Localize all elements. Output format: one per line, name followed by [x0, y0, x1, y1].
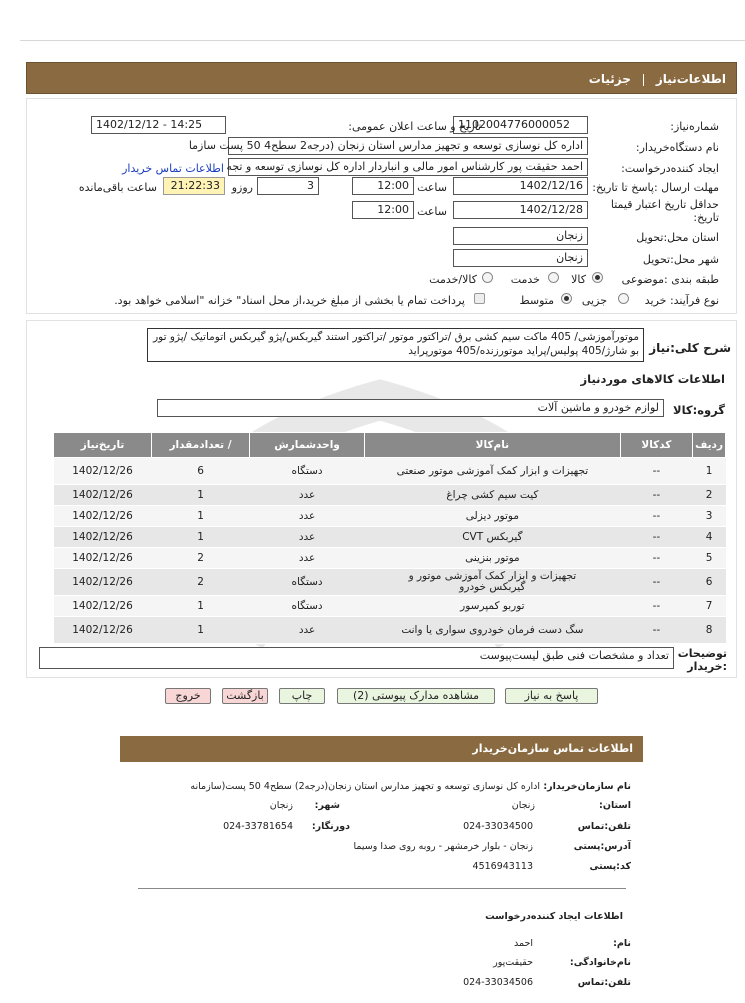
- cell-name: توربو کمپرسور: [365, 596, 621, 617]
- cell-date: 1402/12/26: [54, 458, 152, 485]
- cell-qty: 6: [152, 458, 250, 485]
- radio-partial-label: جزیی: [581, 294, 607, 307]
- cell-row: 6: [693, 569, 726, 596]
- cell-date: 1402/12/26: [54, 485, 152, 506]
- creator-name-value: احمد: [514, 938, 533, 949]
- address-label: آدرس:پستی: [573, 841, 631, 852]
- city-contact-value: زنجان: [269, 800, 293, 811]
- cell-name: گیربکس CVT: [365, 527, 621, 548]
- cell-code: --: [620, 548, 692, 569]
- print-button[interactable]: چاپ: [279, 688, 325, 704]
- tab-info[interactable]: اطلاعات‌نیاز: [655, 72, 726, 86]
- cell-qty: 1: [152, 617, 250, 644]
- deadline-time-field: 12:00: [352, 177, 414, 195]
- cell-unit: عدد: [250, 548, 365, 569]
- table-row: [54, 548, 726, 569]
- cell-date: 1402/12/26: [54, 617, 152, 644]
- radio-partial[interactable]: [618, 293, 629, 304]
- cell-row: 5: [693, 548, 726, 569]
- cell-qty: 1: [152, 506, 250, 527]
- table-row: [54, 527, 726, 548]
- postal-label: کد:پستی: [589, 861, 631, 872]
- contact-title: اطلاعات تماس سازمان‌خریدار: [472, 742, 633, 755]
- col-code: کدکالا: [620, 433, 692, 458]
- cell-unit: دستگاه: [250, 569, 365, 596]
- postal-value: 4516943113: [472, 861, 533, 872]
- validity-date-field: 1402/12/28: [453, 201, 588, 219]
- cell-row: 3: [693, 506, 726, 527]
- cell-date: 1402/12/26: [54, 596, 152, 617]
- days-field: 3: [257, 177, 319, 195]
- city-label: شهر محل:تحویل: [642, 253, 719, 266]
- cell-code: --: [620, 617, 692, 644]
- process-label: نوع فرآیند: خرید: [644, 294, 719, 307]
- col-qty: / تعدادمقدار: [152, 433, 250, 458]
- cell-date: 1402/12/26: [54, 527, 152, 548]
- creator-name-label: نام:: [613, 938, 631, 949]
- cell-name: موتور دیزلی: [365, 506, 621, 527]
- category-label: طبقه بندی :موضوعی: [621, 273, 719, 286]
- cell-qty: 1: [152, 596, 250, 617]
- fax-value: 024-33781654: [223, 821, 293, 832]
- table-row: [54, 569, 726, 596]
- radio-goods-label: کالا: [571, 273, 586, 286]
- cell-unit: عدد: [250, 617, 365, 644]
- phone-value: 024-33034500: [463, 821, 533, 832]
- validity-time-label: ساعت: [417, 205, 447, 218]
- buyer-label: نام دستگاه‌خریدار:: [635, 141, 719, 154]
- cell-name: تجهیزات و ابزار کمک آموزشی موتور و گیربکس خودرو: [365, 569, 621, 596]
- cell-unit: عدد: [250, 506, 365, 527]
- group-label: گروه:کالا: [673, 403, 725, 417]
- goods-table-header: [54, 433, 726, 458]
- cell-qty: 2: [152, 569, 250, 596]
- cell-date: 1402/12/26: [54, 548, 152, 569]
- attachments-button[interactable]: مشاهده مدارک پیوستی (2): [337, 688, 495, 704]
- payment-note: پرداخت تمام یا بخشی از مبلغ خرید،از محل اسناد" خزانه "اسلامی خواهد بود.: [114, 294, 465, 307]
- cell-code: --: [620, 596, 692, 617]
- cell-row: 7: [693, 596, 726, 617]
- deadline-date-field: 1402/12/16: [453, 177, 588, 195]
- cell-unit: دستگاه: [250, 458, 365, 485]
- cell-code: --: [620, 506, 692, 527]
- radio-goods-service[interactable]: [482, 272, 493, 283]
- col-unit: واحدشمارش: [250, 433, 365, 458]
- cell-name: کیت سیم کشی چراغ: [365, 485, 621, 506]
- summary-field: موتورآموزشی/ 405 ماکت سیم کشی برق /تراکتور موتور /تراکتور استند گیربکس/پژو گیربکس اتوماتیک /پژو تور بو شارژ/405 پولیس/پراید موتورزنده/405 موتورپراید: [147, 328, 644, 362]
- validity-label: حداقل تاریخ اعتبار قیمتا: [610, 198, 719, 211]
- tab-separator: [643, 74, 644, 86]
- top-divider: [20, 40, 745, 41]
- cell-name: تجهیزات و ابزار کمک آموزشی موتور صنعتی: [365, 458, 621, 485]
- exit-button[interactable]: خروج: [165, 688, 211, 704]
- group-field: لوازم خودرو و ماشین آلات: [157, 399, 664, 417]
- validity-time-field: 12:00: [352, 201, 414, 219]
- cell-code: --: [620, 485, 692, 506]
- city-contact-label: شهر:: [314, 800, 340, 811]
- goods-table: [53, 432, 726, 644]
- need-number-field: 1102004776000052: [453, 116, 588, 134]
- cell-row: 2: [693, 485, 726, 506]
- back-button[interactable]: بازگشت: [222, 688, 268, 704]
- cell-code: --: [620, 569, 692, 596]
- cell-row: 8: [693, 617, 726, 644]
- phone-label: تلفن:تماس: [577, 821, 631, 832]
- radio-medium[interactable]: [561, 293, 572, 304]
- table-row: [54, 506, 726, 527]
- validity-label-2: تاریخ:: [693, 211, 719, 224]
- announce-field: 1402/12/12 - 14:25: [91, 116, 226, 134]
- contact-divider: [138, 888, 626, 889]
- notes-field: تعداد و مشخصات فنی طبق لیست‌پیوست: [39, 647, 674, 669]
- col-date: تاریخ‌نیاز: [54, 433, 152, 458]
- cell-date: 1402/12/26: [54, 506, 152, 527]
- deadline-time-label: ساعت: [417, 181, 447, 194]
- cell-unit: عدد: [250, 527, 365, 548]
- creator-phone-value: 024-33034506: [463, 977, 533, 988]
- table-row: [54, 617, 726, 644]
- cell-name: سگ دست فرمان خودروی سواری یا وانت: [365, 617, 621, 644]
- radio-goods-service-label: کالا/خدمت: [429, 273, 477, 286]
- creator-info-title: اطلاعات ایجاد کننده‌درخواست: [485, 911, 623, 922]
- notes-label-2: :خریدار: [687, 660, 727, 673]
- creator-label: ایجاد کننده‌درخواست:: [621, 162, 719, 175]
- announce-label: تاریخ و ساعت اعلان عمومی:: [348, 120, 481, 133]
- header-bar: [26, 62, 737, 94]
- table-row: [54, 485, 726, 506]
- province-field: زنجان: [453, 227, 588, 245]
- reply-button[interactable]: پاسخ به نیاز: [505, 688, 598, 704]
- table-row: [54, 596, 726, 617]
- radio-medium-label: متوسط: [519, 294, 554, 307]
- col-name: نام‌کالا: [365, 433, 621, 458]
- days-label: روزو: [231, 181, 253, 194]
- org-value: اداره کل نوسازی توسعه و تجهیز مدارس استان زنجان(درجه2) سطح4 50 پست(سازمانه: [190, 781, 540, 792]
- cell-code: --: [620, 527, 692, 548]
- radio-service-label: خدمت: [510, 273, 540, 286]
- need-number-label: شماره‌نیاز:: [670, 120, 719, 133]
- cell-unit: عدد: [250, 485, 365, 506]
- address-value: زنجان - بلوار خرمشهر - روبه روی صدا وسیما: [353, 841, 533, 852]
- buyer-contact-link[interactable]: اطلاعات تماس خریدار: [122, 162, 224, 175]
- notes-label: توضیحات: [677, 647, 727, 660]
- cell-qty: 1: [152, 485, 250, 506]
- remaining-timer: 21:22:33: [163, 177, 225, 195]
- table-row: [54, 458, 726, 485]
- creator-field: احمد حقیقت پور کارشناس امور مالی و انباردار اداره کل نوسازی توسعه و تجه: [228, 158, 588, 176]
- remaining-label: ساعت باقی‌مانده: [78, 181, 157, 194]
- creator-family-value: حقیقت‌پور: [493, 957, 533, 968]
- province-contact-label: استان:: [599, 800, 631, 811]
- cell-row: 1: [693, 458, 726, 485]
- cell-unit: دستگاه: [250, 596, 365, 617]
- payment-checkbox[interactable]: [474, 293, 485, 304]
- org-label: نام سازمان‌خریدار:: [543, 781, 631, 792]
- province-label: استان محل:تحویل: [636, 231, 719, 244]
- creator-phone-label: تلفن:تماس: [577, 977, 631, 988]
- cell-qty: 1: [152, 527, 250, 548]
- col-row: ردیف: [693, 433, 726, 458]
- goods-info-title: اطلاعات کالاهای موردنیاز: [580, 372, 725, 386]
- radio-goods[interactable]: [592, 272, 603, 283]
- cell-code: --: [620, 458, 692, 485]
- city-field: زنجان: [453, 249, 588, 267]
- radio-service[interactable]: [548, 272, 559, 283]
- summary-label: شرح کلی:نیاز: [649, 341, 731, 355]
- creator-family-label: نام‌خانوادگی:: [569, 957, 631, 968]
- cell-qty: 2: [152, 548, 250, 569]
- tab-details[interactable]: جزئیات: [588, 72, 631, 86]
- cell-row: 4: [693, 527, 726, 548]
- contact-section-header: [120, 736, 643, 762]
- cell-date: 1402/12/26: [54, 569, 152, 596]
- province-contact-value: زنجان: [511, 800, 535, 811]
- fax-label: دورنگار:: [311, 821, 350, 832]
- buyer-field: اداره کل نوسازی توسعه و تجهیز مدارس استان زنجان (درجه2 سطح4 50 پست سازما: [228, 137, 588, 155]
- cell-name: موتور بنزینی: [365, 548, 621, 569]
- deadline-label: مهلت ارسال :پاسخ تا تاریخ:: [592, 181, 719, 194]
